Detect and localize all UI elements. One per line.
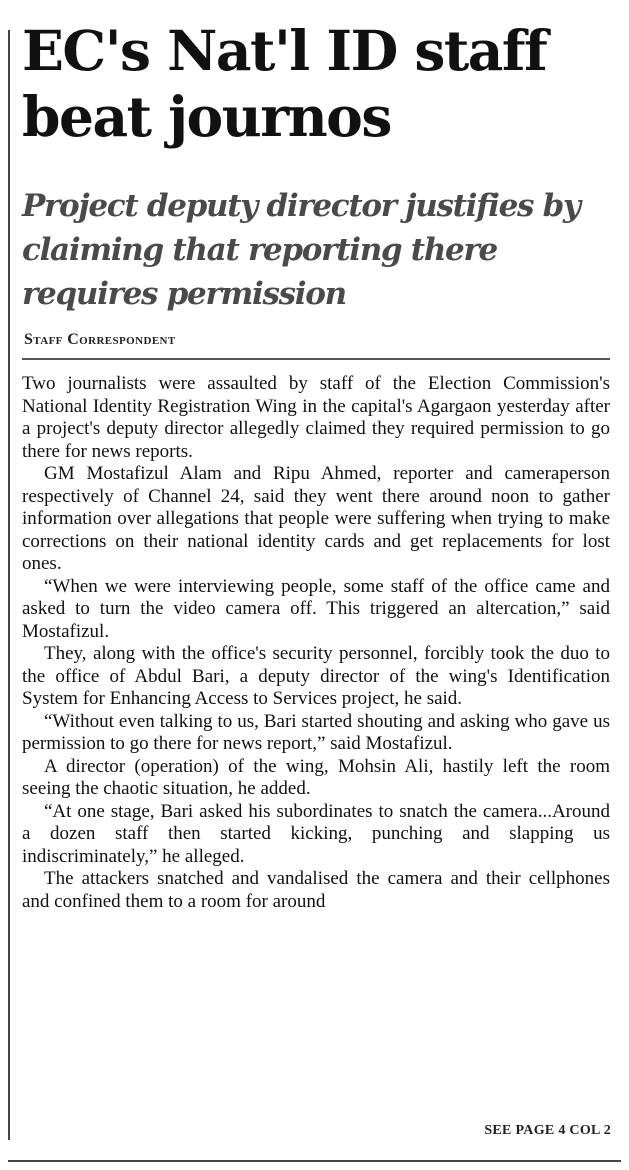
article-body xyxy=(22,373,610,913)
paragraph: The attackers snatched and vandalised the camera and their cellphones and confined them to a room for around xyxy=(22,868,610,912)
bottom-rule xyxy=(8,1160,621,1162)
byline-divider xyxy=(22,358,610,360)
paragraph: GM Mostafizul Alam and Ripu Ahmed, reporter and cameraperson respectively of Channel 24, said they went there around noon to gather information over allegations that people were suffering when trying to make corrections on their national identity cards and get replacements for lost ones. xyxy=(22,463,610,574)
paragraph: “Without even talking to us, Bari started shouting and asking who gave us permission to go there for news report,” said Mostafizul. xyxy=(22,710,610,754)
paragraph: Two journalists were assaulted by staff of the Election Commission's National Identity Registration Wing in the capital's Agargaon yesterday after a project's deputy director allegedly claimed they required permission to go there for news reports. xyxy=(22,373,610,462)
paragraph: They, along with the office's security personnel, forcibly took the duo to the office of Abdul Bari, a deputy director of the wing's Identification System for Enhancing Access to Services project, he said. xyxy=(22,643,610,709)
headline: EC's Nat'l ID staff beat journos xyxy=(22,18,547,149)
paragraph: “At one stage, Bari asked his subordinates to snatch the camera...Around a dozen staff then started kicking, punching and slapping us indiscriminately,” he alleged. xyxy=(22,800,610,867)
paragraph: “When we were interviewing people, some staff of the office came and asked to turn the video camera off. This triggered an altercation,” said Mostafizul. xyxy=(22,575,610,642)
byline: Staff Correspondent xyxy=(24,331,176,348)
subheadline: Project deputy director justifies by claiming that reporting there requires permission xyxy=(22,188,580,312)
paragraph: A director (operation) of the wing, Mohsin Ali, hastily left the room seeing the chaotic situation, he added. xyxy=(22,755,610,799)
continuation-note: SEE PAGE 4 COL 2 xyxy=(484,1123,611,1138)
column-left-rule xyxy=(8,30,10,1140)
